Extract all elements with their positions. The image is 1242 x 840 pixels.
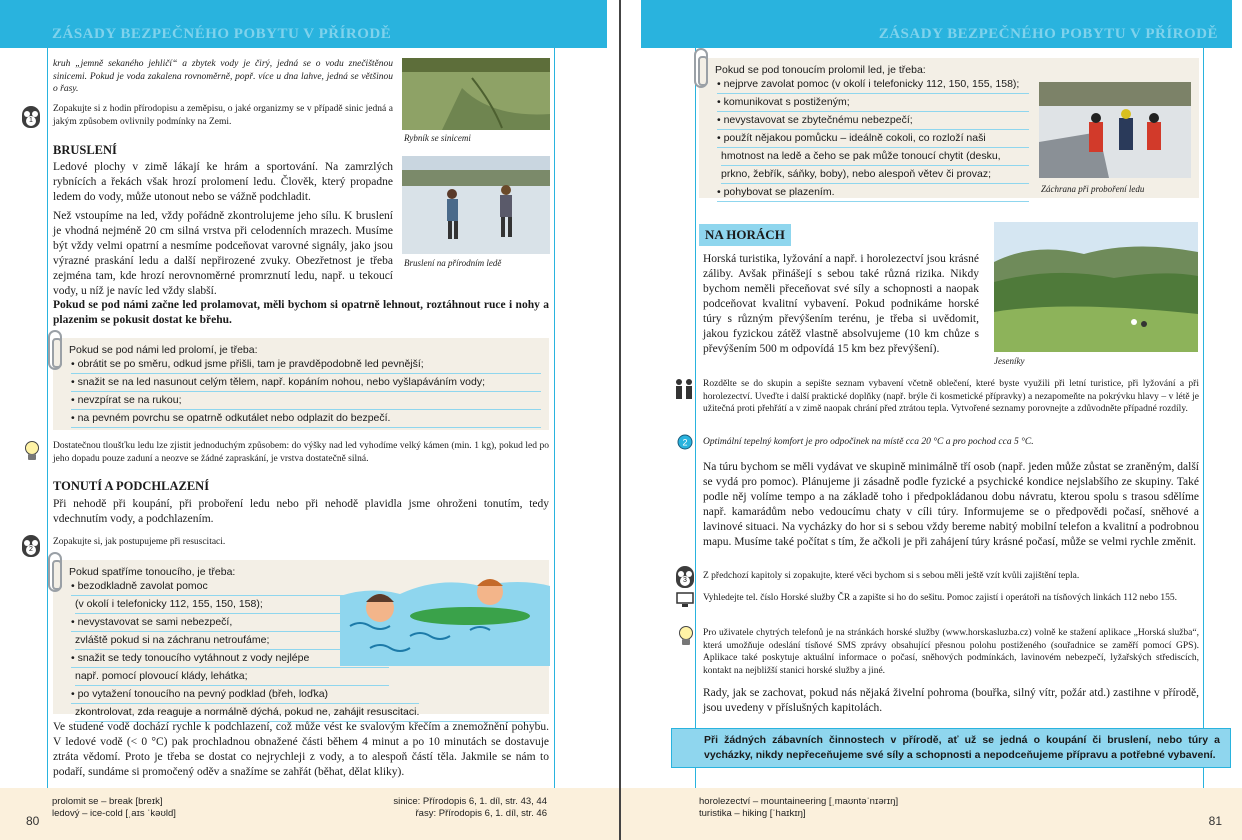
- info-icon: [677, 434, 693, 450]
- note-box-title: Pokud se pod námi led prolomí, je třeba:: [69, 344, 258, 356]
- list-item: • pohybovat se plazením.: [717, 184, 1029, 202]
- owl-task-text: Zopakujte si z hodin přírodopisu a zeměpisu, o jaké organizmy se v případě sinic jedná a jakým způsobem ovlivnily podmínky na Zemi.: [53, 104, 393, 127]
- photo-caption: Rybník se sinicemi: [404, 133, 471, 143]
- note-box-title: Pokud spatříme tonoucího, je třeba:: [69, 566, 236, 578]
- page-number: 80: [26, 814, 40, 828]
- list-item: • na pevném povrchu se opatrně odkutálet nebo odplazit do bezpečí.: [71, 410, 541, 428]
- paragraph: Při nehodě při koupání, při proboření ledu nebo při nehodě plavidla jsme ohroženi tonutím, tedy vdechnutím vody, a podchlazením.: [53, 498, 549, 525]
- list-item: • nevystavovat se zbytečnému nebezpečí;: [717, 112, 1029, 130]
- paragraph: Horská turistika, lyžování a např. i horolezectví jsou krásné záliby. Avšak přinášejí s sebou také různá rizika. Nikdy bychom neměli přeceňovat své síly a schopnosti a naopak podceňovat kvalitní vybavení. Pokud podnikáme horské túry s různým převýšením terénu, je třeba si uvědomit, jakou fyzickou zátěž vlastně absolvujeme (10 km chůze s převýšením 500 m odpovídá 15 km bez převýšení).: [703, 253, 979, 355]
- vocab-line: horolezectví – mountaineering [ˌmaʊntəˈnɪərɪŋ]: [699, 796, 899, 807]
- list-item: zkontrolovat, zda reaguje a normálně dýchá, pokud ne, zahájit resuscitaci.: [75, 704, 541, 722]
- owl-task-text: Zopakujte si, jak postupujeme při resuscitaci.: [53, 537, 226, 547]
- paragraph: Než vstoupíme na led, vždy pořádně zkontrolujeme jeho sílu. K bruslení je vhodná nejméně 20 cm silná vrstva při celodenních mrazech. Musíme být vždy velmi opatrní a nesmíme podceňovat varovné signály, jako jsou výrazné praskání ledu a další nepřirozené zvuky. Obezřetnost je třeba zejména tam, kde hrozí nerovnoměrné promrznutí ledu, např. u tekoucí vody, u níž je navíc led vždy slabší.: [53, 210, 393, 297]
- paperclip-icon: [694, 48, 708, 88]
- owl-icon: 1: [22, 106, 40, 128]
- list-item: zvláště pokud si na záchranu netroufáme;: [75, 632, 359, 650]
- list-item: • snažit se na led nasunout celým tělem, např. kopáním nohou, nebo vyšlapáváním vody;: [71, 374, 541, 392]
- summary-box: Při žádných zábavních činnostech v přírodě, ať už se jedná o koupání či bruslení, nebo túry a vycházky, nikdy nepřeceňujeme své síly a schopnosti a nepodceňujeme přípravu a potřebné vybavení.: [671, 728, 1231, 768]
- list-item: • komunikovat s postiženým;: [717, 94, 1029, 112]
- paragraph: Na túru bychom se měli vydávat ve skupině minimálně tří osob (např. jeden může zůstat se zraněným, další se vydá pro pomoc). Plánujeme ji zásadně podle fyzické a psychické kondice nejslabšího ze skupiny. Také podle něj volíme tempo a na základě toho i předpokládanou dobu návratu, kterou spolu s trasou sdělíme např. kamarádům nebo vedoucímu chaty v cíli túry. Informujeme se o předpovědi počasí, sněhové a lavinové situaci. Na vycházky do hor si s sebou vždy bereme nabitý mobilní telefon a kvalitní a podrobnou mapu. Musíme také počítat s tím, že ačkoli je při zahájení túry krásné počasí, může se velmi rychle změnit.: [703, 461, 1199, 548]
- photo-ice-rescue: [1039, 82, 1191, 178]
- heading-tonuti: TONUTÍ A PODCHLAZENÍ: [53, 479, 210, 493]
- right-page: [621, 0, 1242, 840]
- list-item: hmotnost na ledě a čeho se pak může tonoucí chytit (desku,: [721, 148, 1029, 166]
- reference-line: sinice: Přírodopis 6, 1. díl, str. 43, 44: [393, 796, 547, 807]
- margin-line: [554, 48, 555, 788]
- note-box-title: Pokud se pod tonoucím prolomil led, je třeba:: [715, 64, 926, 76]
- margin-line: [47, 48, 48, 788]
- intro-text: kruh „jemně sekaného jehličí“ a zbytek vody je čirý, jedná se o vodu znečištěnou sinicemi. Pokud je voda zakalena rovnoměrně, popř. více u dna lahve, jedná se většinou o řasy.: [53, 59, 393, 94]
- lightbulb-icon: [678, 626, 694, 646]
- paperclip-icon: [48, 552, 62, 592]
- photo-pond-algae: [402, 58, 550, 130]
- list-item: (v okolí i telefonicky 112, 155, 150, 158);: [75, 596, 359, 614]
- task-text: Vyhledejte tel. číslo Horské služby ČR a zapište si ho do sešitu. Pomoc zajistí i operátoři na tísňových linkách 112 nebo 155.: [703, 593, 1178, 603]
- list-item: • použít nějakou pomůcku – ideálně cokoli, co rozloží naši: [717, 130, 1029, 148]
- heading-bruslení: BRUSLENÍ: [53, 143, 117, 157]
- paragraph: Ledové plochy v zimě lákají ke hrám a sportování. Na zamrzlých rybnících a řekách však hrozí prolomení ledu. Člověk, který propadne ledem do vody, může utonout nebo se vážně podchladit.: [53, 161, 393, 203]
- margin-line: [1203, 48, 1204, 788]
- owl-icon: 3: [676, 566, 694, 588]
- list-item: např. pomocí plovoucí klády, lehátka;: [75, 668, 389, 686]
- list-item: prkno, žebřík, sáňky, boby), nebo alespoň větev či provaz;: [721, 166, 1029, 184]
- paragraph-bold: Pokud se pod námi začne led prolamovat, měli bychom si opatrně lehnout, roztáhnout ruce i nohy a plazenim se pokusit dostat ke břehu.: [53, 299, 549, 326]
- photo-caption: Jeseníky: [994, 356, 1025, 366]
- list-item: • nevzpírat se na rukou;: [71, 392, 541, 410]
- photo-caption: Bruslení na přírodním ledě: [404, 258, 502, 268]
- list-item: • obrátit se po směru, odkud jsme přišli, tam je pravděpodobně led pevnější;: [71, 356, 541, 374]
- note-box: [53, 338, 549, 430]
- list-item: • po vytažení tonoucího na pevný podklad (břeh, loďka): [71, 686, 419, 704]
- paperclip-icon: [48, 330, 62, 370]
- margin-line: [695, 48, 696, 788]
- photo-caption: Záchrana při proboření ledu: [1041, 184, 1145, 194]
- list-item: • bezodkladně zavolat pomoc: [71, 578, 359, 596]
- illustration-drowning: [340, 556, 550, 666]
- page-number: 81: [1208, 814, 1222, 828]
- tip-text: Dostatečnou tloušťku ledu lze zjistit jednoduchým způsobem: do výšky nad led vyhodíme velký kámen (min. 1 kg), pokud led po jeho dopadu pouze zaduní a neozve se žádné zapraskání, je vrstva dostatečně silná.: [53, 441, 549, 464]
- footer: [0, 788, 619, 840]
- info-text: Optimální tepelný komfort je pro odpočinek na místě cca 20 °C a pro pochod cca 5 °C.: [703, 437, 1034, 447]
- section-heading: NA HORÁCH: [699, 224, 791, 246]
- vocab-line: ledový – ice-cold [ˌaɪs ˈkəʊld]: [52, 808, 176, 819]
- list-item: • snažit se tedy tonoucího vytáhnout z vody nejlépe: [71, 650, 389, 668]
- paragraph: Rady, jak se zachovat, pokud nás nějaká živelní pohroma (bouřka, silný vítr, požár atd.) zastihne v přírodě, jsou uvedeny v příslušných kapitolách.: [703, 687, 1199, 714]
- photo-skating: [402, 156, 550, 254]
- lightbulb-icon: [24, 441, 40, 461]
- computer-icon: [676, 592, 694, 608]
- task-text: Rozdělte se do skupin a sepište seznam vybavení včetně oblečení, které byste využili při letní turistice, při lyžování a při horolezectví. Uveďte i další praktické doplňky (např. brýle či kosmetické přípravky) a nezapomeňte na pokrývku hlavy – v létě je užitečná proti přehřátí a v zimě naopak chrání před ztrátou tepla. Vytvořené seznamy porovnejte a zdůvodněte případné rozdíly.: [703, 379, 1199, 414]
- chapter-header: ZÁSADY BEZPEČNÉHO POBYTU V PŘÍRODĚ: [878, 26, 1218, 42]
- photo-jeseniky: [994, 222, 1198, 352]
- vocab-line: prolomit se – break [breɪk]: [52, 796, 163, 807]
- footer: [621, 788, 1242, 840]
- list-item: • nejprve zavolat pomoc (v okolí i telefonicky 112, 150, 155, 158);: [717, 76, 1029, 94]
- owl-icon: 2: [22, 535, 40, 557]
- group-work-icon: [673, 378, 695, 400]
- tip-text: Pro uživatele chytrých telefonů je na stránkách horské služby (www.horskasluzba.cz) volně ke stažení aplikace „Horská služba“, která umožňuje odeslání tísňové SMS zprávy obsahující přesnou polohu postiženého (souřadnice se zaměří pomocí GPS). Aplikace také poskytuje aktuální informace o počasí, sněhových podmínkách, lavinovém nebezpečí, lyžařských střediscích, kontakt na nejbližší stanici horské služby a jiné.: [703, 628, 1199, 676]
- list-item: • nevystavovat se sami nebezpečí,: [71, 614, 359, 632]
- svg-text:2: 2: [682, 437, 688, 448]
- vocab-line: turistika – hiking [ˈhaɪkɪŋ]: [699, 808, 806, 819]
- chapter-header: ZÁSADY BEZPEČNÉHO POBYTU V PŘÍRODĚ: [52, 26, 392, 42]
- owl-task-text: Z předchozí kapitoly si zopakujte, které věci bychom si s sebou měli ještě vzít kvůli zajištění tepla.: [703, 571, 1080, 581]
- reference-line: řasy: Přírodopis 6, 1. díl, str. 46: [415, 808, 547, 819]
- paragraph: Ve studené vodě dochází rychle k podchlazení, což může vést ke svalovým křečím a znemožnění pohybu. V ledové vodě (< 0 °C) pak prochladnou obnažené části během 4 minut a po 10 minutách se dostavuje ztráta vědomí. Proto je třeba se dostat co nejrychleji z vody, a to alespoň částí těla. Jakmile se nám to podaří, sundáme si promočený oděv a snažíme se zahřát (běhat, dělat kliky).: [53, 721, 549, 778]
